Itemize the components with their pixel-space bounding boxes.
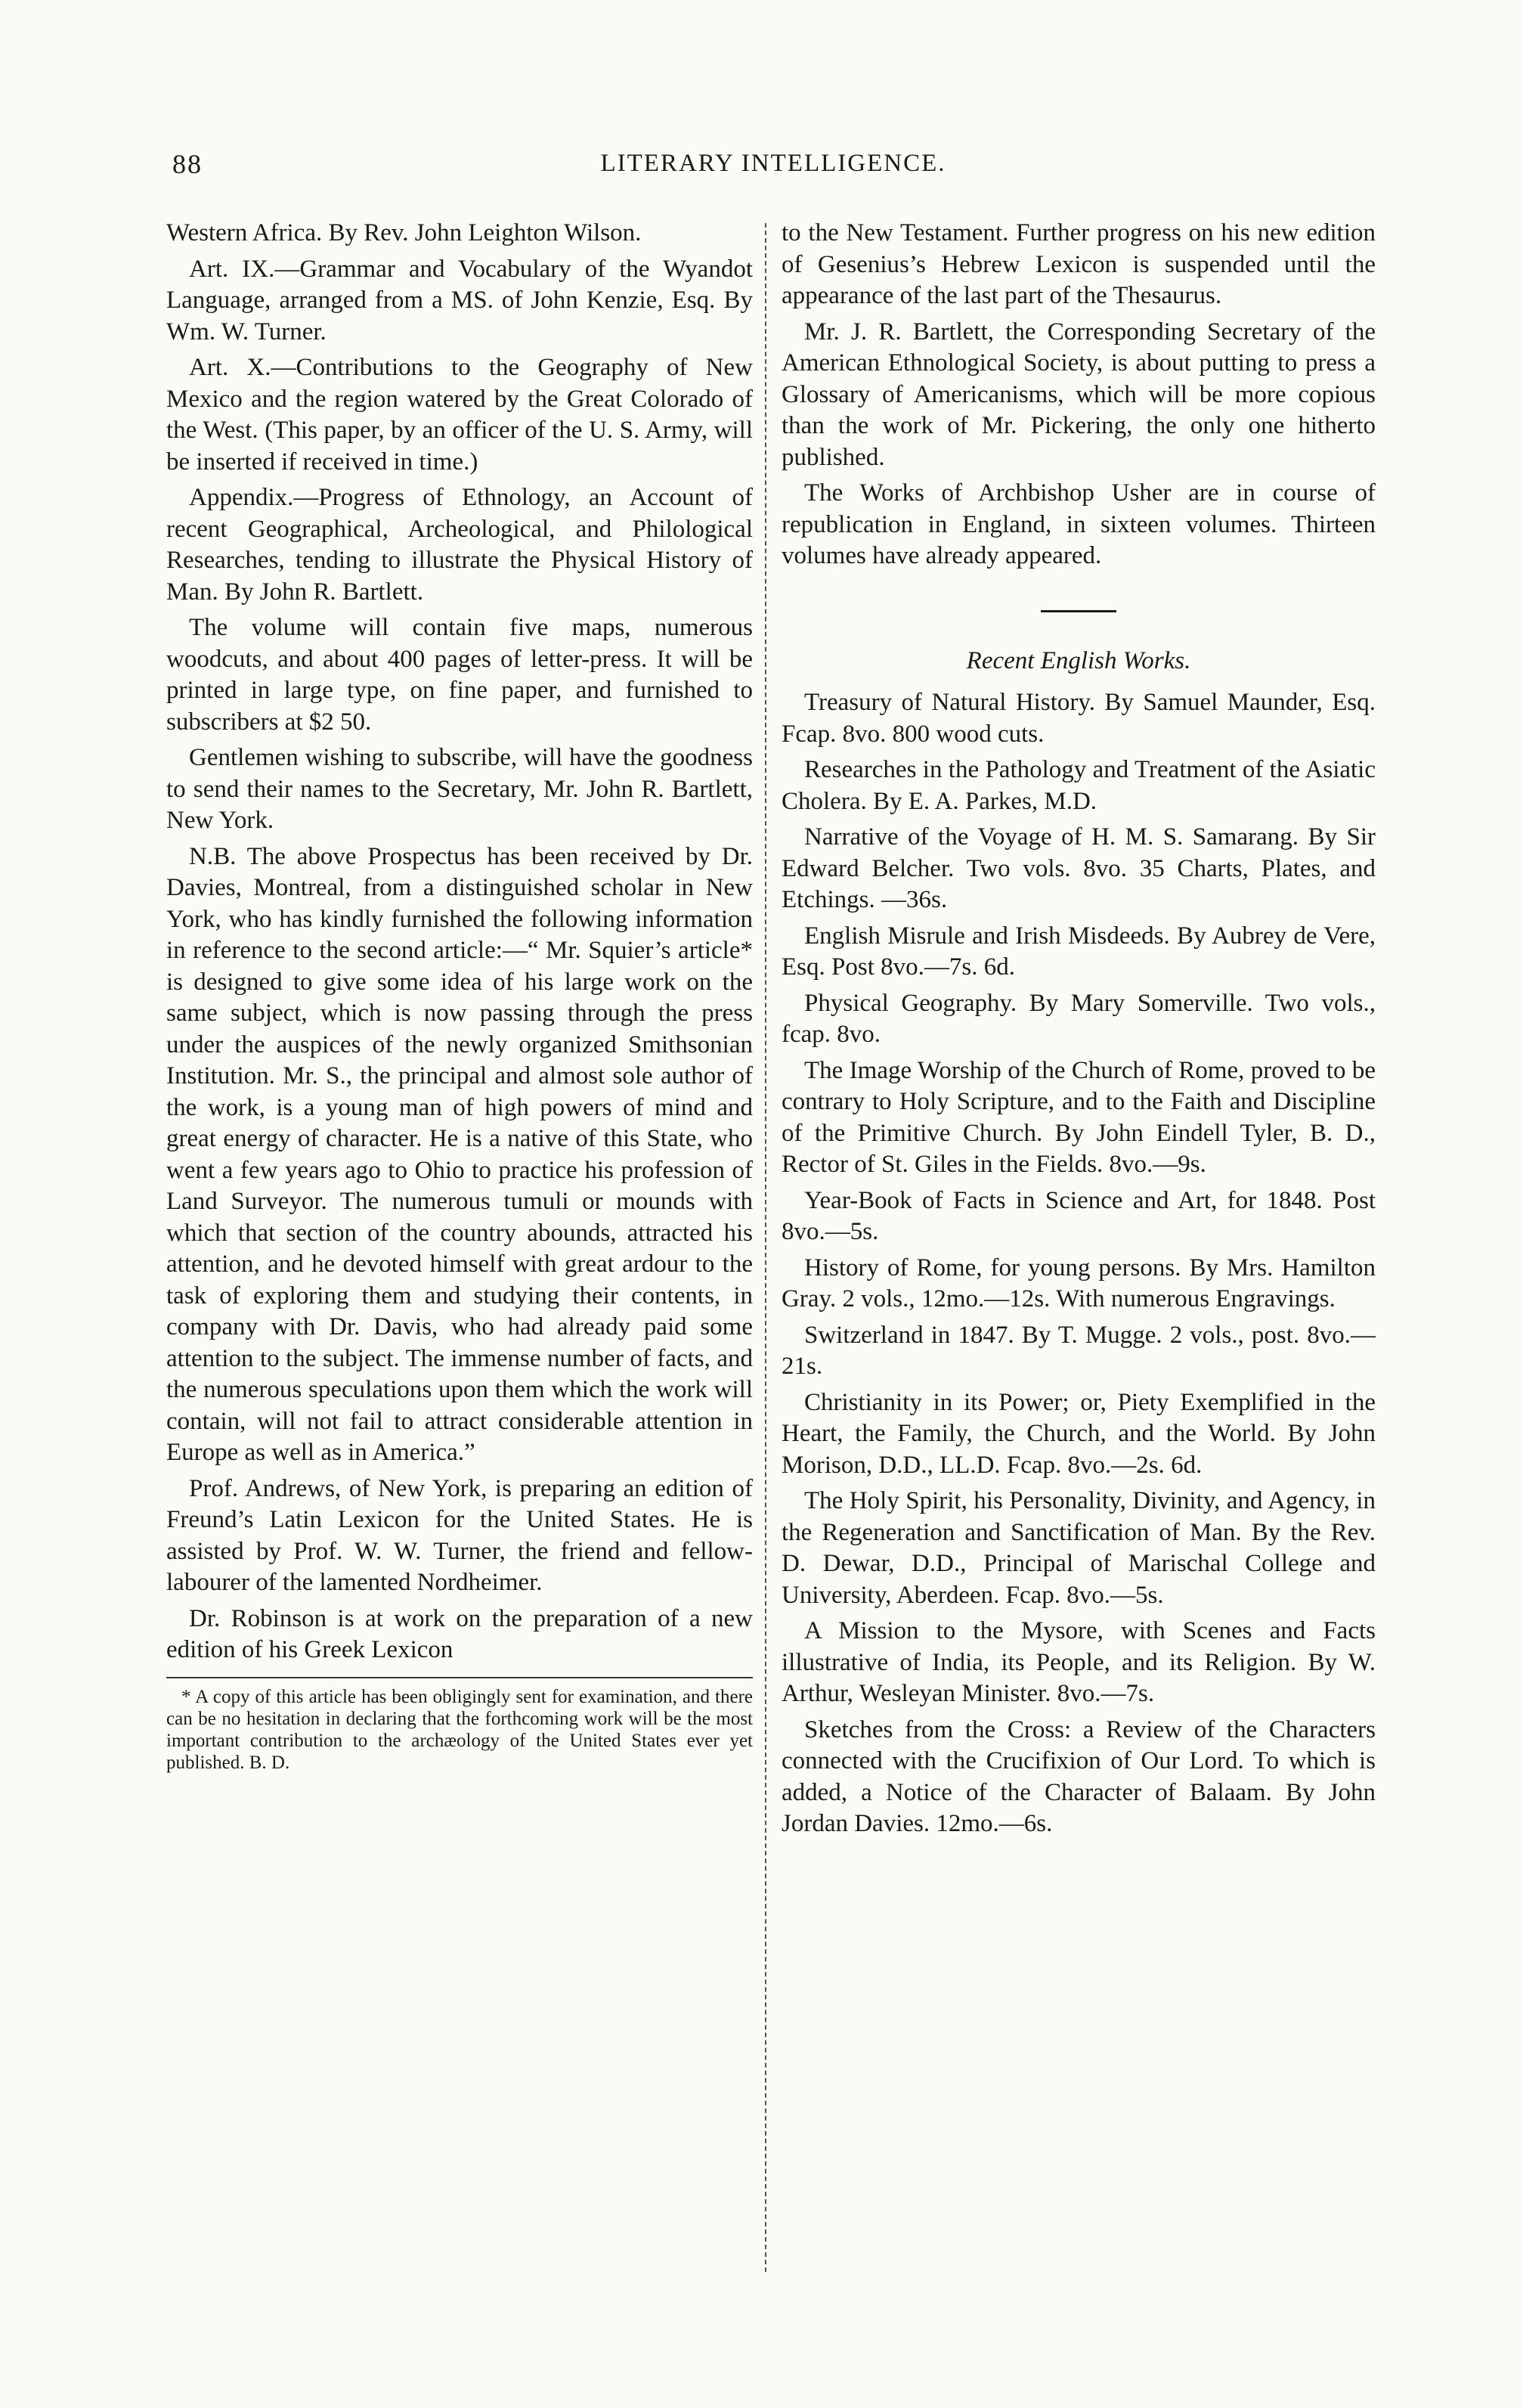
list-item: Switzerland in 1847. By T. Mugge. 2 vols., post. 8vo.—21s. [782,1321,1376,1380]
list-item: Christianity in its Power; or, Piety Exemplified in the Heart, the Family, the Church, and the World. By John Morison, D.D., LL.D. Fcap. 8vo.—2s. 6d. [782,1388,1376,1479]
list-item: Treasury of Natural History. By Samuel Maunder, Esq. Fcap. 8vo. 800 wood cuts. [782,689,1376,748]
paragraph: Gentlemen wishing to subscribe, will have the goodness to send their names to the Secretary, Mr. John R. Bartlett, New York. [166,744,753,834]
list-item: The Image Worship of the Church of Rome, proved to be contrary to Holy Scripture, and to the Faith and Discipline of the Primitive Church. By John Eindell Tyler, B. D., Rector of St. Giles in the Fields. 8vo.—9s. [782,1056,1376,1178]
paragraph: Art. X.—Contributions to the Geography of New Mexico and the region watered by the Great Colorado of the West. (This paper, by an officer of the U. S. Army, will be inserted if received in time.) [166,354,753,476]
paragraph: Art. IX.—Grammar and Vocabulary of the Wyandot Language, arranged from a MS. of John Kenzie, Esq. By Wm. W. Turner. [166,255,753,346]
section-divider [1041,610,1116,612]
list-item: Researches in the Pathology and Treatment of the Asiatic Cholera. By E. A. Parkes, M.D. [782,756,1376,815]
paragraph: Western Africa. By Rev. John Leighton Wilson. [166,219,642,246]
footnote-rule [166,1677,753,1678]
section-title: Recent English Works. [966,646,1191,674]
paragraph: The volume will contain five maps, numerous woodcuts, and about 400 pages of letter-press. It will be printed in large type, on fine paper, and furnished to subscribers at $2 50. [166,614,753,736]
list-item: Physical Geography. By Mary Somerville. Two vols., fcap. 8vo. [782,989,1376,1048]
paragraph: Dr. Robinson is at work on the preparation of a new edition of his Greek Lexicon [166,1604,753,1663]
list-item: Narrative of the Voyage of H. M. S. Samarang. By Sir Edward Belcher. Two vols. 8vo. 35 Charts, Plates, and Etchings. —36s. [782,823,1376,913]
paragraph: Prof. Andrews, of New York, is preparing an edition of Freund’s Latin Lexicon for the United States. He is assisted by Prof. W. W. Turner, the friend and fellow-labourer of the lamented Nordheimer. [166,1474,753,1596]
list-item: The Holy Spirit, his Personality, Divinity, and Agency, in the Regeneration and Sanctification of Man. By the Rev. D. Dewar, D.D., Principal of Marischal College and University, Aberdeen. Fcap. 8vo.—5s. [782,1487,1376,1609]
running-header [172,148,1374,194]
paragraph: N.B. The above Prospectus has been received by Dr. Davies, Montreal, from a distinguished scholar in New York, who has kindly furnished the following information in reference to the second article:—“ Mr. Squier’s article* is designed to give some idea of his large work on the same subject, which is now passing through the press under the auspices of the newly organized Smithsonian Institution. Mr. S., the principal and almost sole author of the work, is a young man of high powers of mind and great energy of character. He is a native of this State, who went a few years ago to Ohio to practice his profession of Land Surveyor. The numerous tumuli or mounds with which that section of the country abounds, attracted his attention, and he devoted himself with great ardour to the task of exploring them and studying their contents, in company with Dr. Davis, who had already paid some attention to the subject. The immense number of facts, and the numerous speculations upon them which the work will contain, will not fail to attract considerable attention in Europe as well as in America.” [166,842,753,1466]
paragraph: The Works of Archbishop Usher are in course of republication in England, in sixteen volumes. Thirteen volumes have already appeared. [782,479,1376,569]
footnote: * A copy of this article has been obligingly sent for examination, and there can be no hesitation in declaring that the forthcoming work will be the most important contribution to the archæology of the United States ever yet published. B. D. [166,1686,753,1773]
list-item: Sketches from the Cross: a Review of the Characters connected with the Crucifixion of Our Lord. To which is added, a Notice of the Character of Balaam. By John Jordan Davies. 12mo.—6s. [782,1715,1376,1837]
left-column [166,218,753,1774]
paragraph: Appendix.—Progress of Ethnology, an Account of recent Geographical, Archeological, and Philological Researches, tending to illustrate the Physical History of Man. By John R. Bartlett. [166,484,753,606]
list-item: Year-Book of Facts in Science and Art, for 1848. Post 8vo.—5s. [782,1186,1376,1245]
list-item: English Misrule and Irish Misdeeds. By Aubrey de Vere, Esq. Post 8vo.—7s. 6d. [782,922,1376,981]
column-divider [765,223,766,2272]
page-number: 88 [172,149,203,179]
list-item: History of Rome, for young persons. By Mrs. Hamilton Gray. 2 vols., 12mo.—12s. With numerous Engravings. [782,1254,1376,1312]
running-title: LITERARY INTELLIGENCE. [600,150,946,177]
paragraph: Mr. J. R. Bartlett, the Corresponding Secretary of the American Ethnological Society, is about putting to press a Glossary of Americanisms, which will be more copious than the work of Mr. Pickering, the only one hitherto published. [782,318,1376,471]
paragraph: to the New Testament. Further progress on his new edition of Gesenius’s Hebrew Lexicon is suspended until the appearance of the last part of the Thesaurus. [782,219,1376,309]
list-item: A Mission to the Mysore, with Scenes and Facts illustrative of India, its People, and its Religion. By W. Arthur, Wesleyan Minister. 8vo.—7s. [782,1617,1376,1707]
right-column [782,218,1376,1845]
